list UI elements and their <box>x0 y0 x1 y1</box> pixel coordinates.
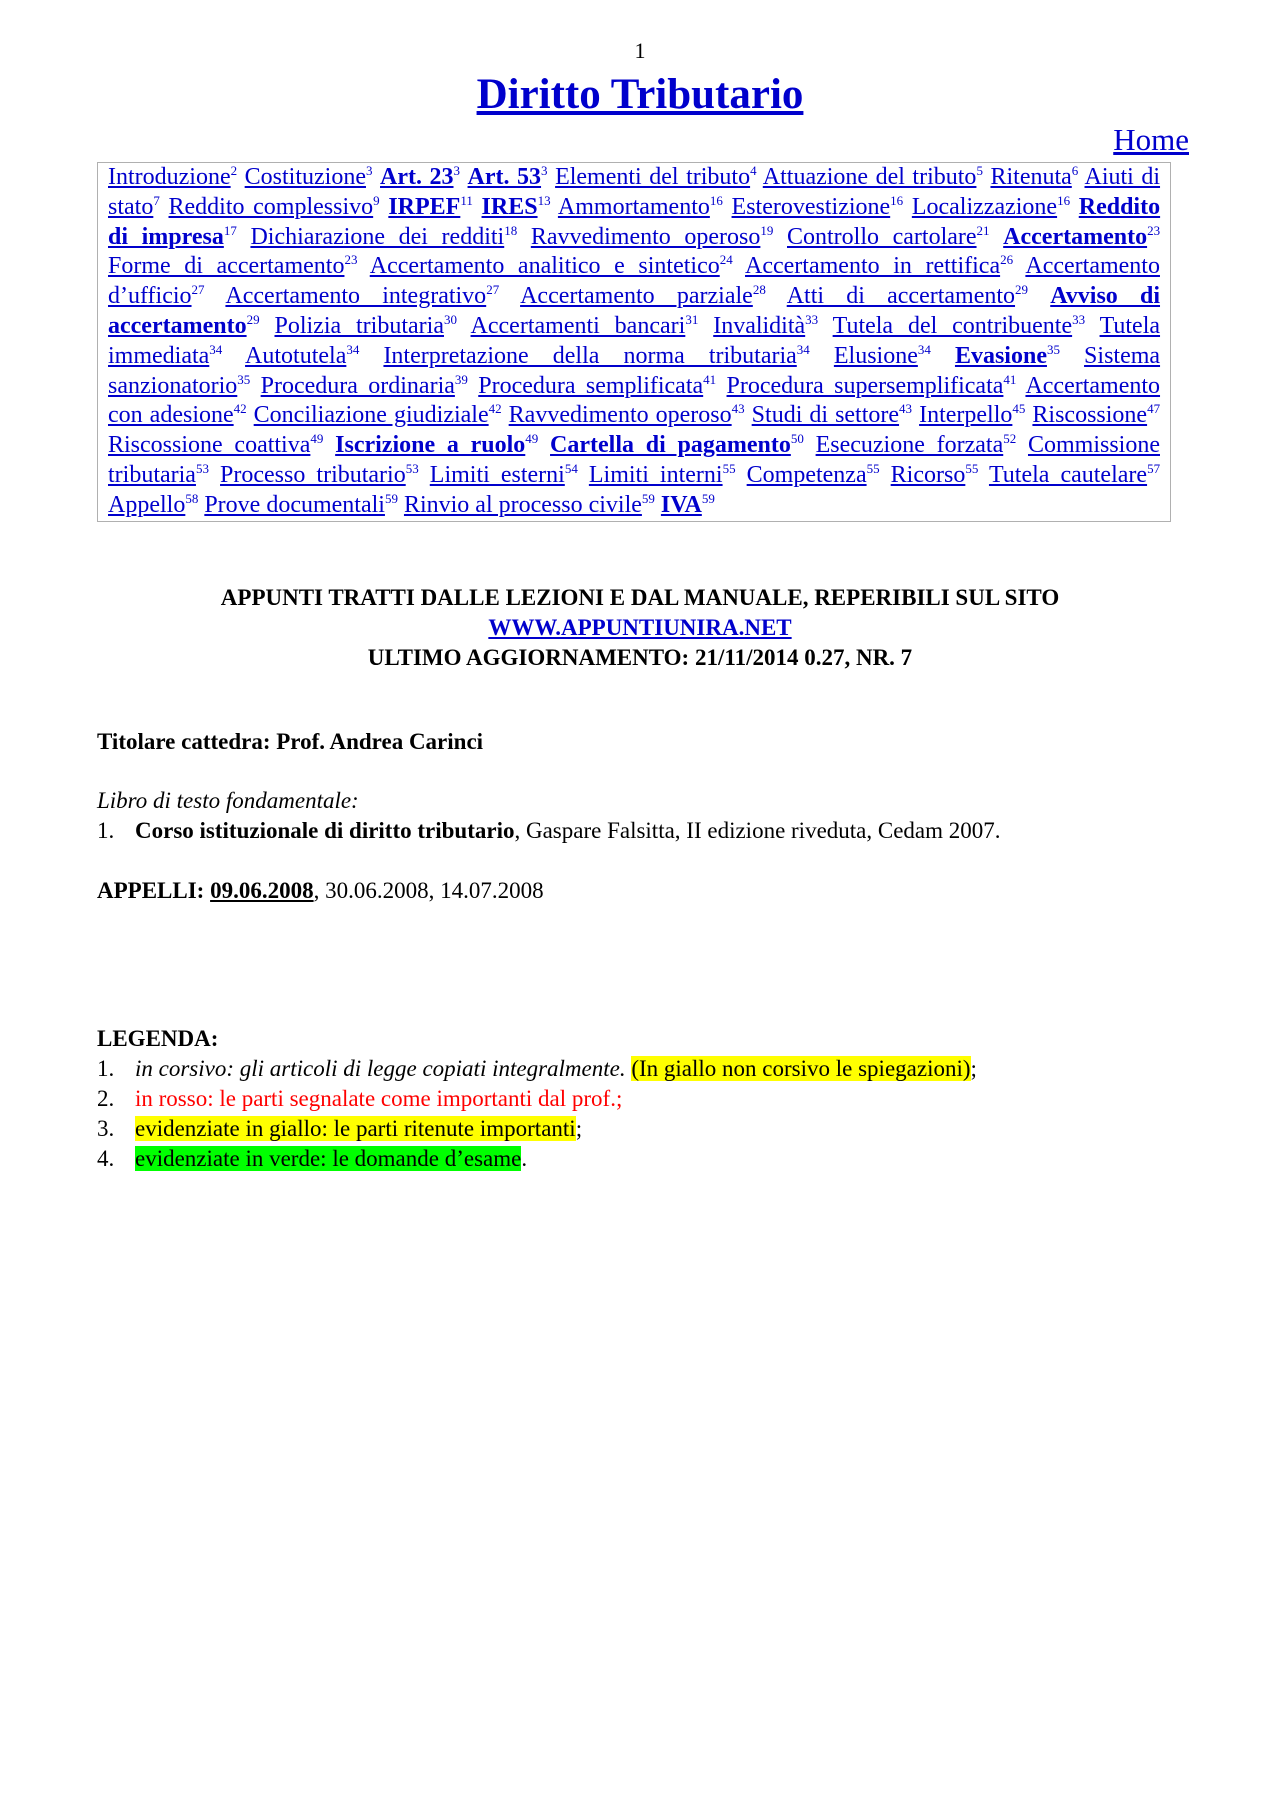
index-link[interactable]: Prove documentali <box>204 491 385 518</box>
appelli-first-date: 09.06.2008 <box>210 878 314 903</box>
index-page-ref[interactable]: 4 <box>750 163 757 178</box>
index-link[interactable]: Art. 53 <box>467 164 542 190</box>
index-entry[interactable] <box>225 283 499 309</box>
index-entry[interactable] <box>1003 224 1160 250</box>
index-entry[interactable] <box>482 194 551 220</box>
notes-header <box>0 583 1280 673</box>
index-page-ref[interactable]: 3 <box>453 163 461 178</box>
index-entry[interactable] <box>520 283 766 309</box>
last-update-line: ULTIMO AGGIORNAMENTO: 21/11/2014 0.27, NR. 7 <box>367 645 913 670</box>
index-link[interactable]: Commissione tributaria <box>108 432 1160 488</box>
index-entry[interactable] <box>245 164 373 190</box>
index-entry[interactable] <box>220 462 419 488</box>
index-entry[interactable] <box>254 402 502 428</box>
index-entry[interactable] <box>727 373 1017 399</box>
index-page-ref[interactable]: 41 <box>1003 371 1017 387</box>
index-page-ref[interactable]: 27 <box>486 282 500 298</box>
index-entry[interactable] <box>261 373 468 399</box>
textbook-number: 1. <box>97 818 115 843</box>
index-page-ref[interactable]: 39 <box>454 371 468 387</box>
index-entry[interactable] <box>787 224 990 250</box>
index-entry[interactable] <box>752 402 912 428</box>
index-page-ref[interactable]: 49 <box>310 431 324 447</box>
index-link[interactable]: Avviso di accertamento <box>108 283 1161 339</box>
index-page-ref[interactable]: 34 <box>796 341 810 357</box>
index-link[interactable]: Accertamento <box>1003 223 1148 250</box>
index-link[interactable]: Cartella di pagamento <box>550 432 791 459</box>
index-page-ref[interactable]: 3 <box>365 163 373 178</box>
index-page-ref[interactable]: 57 <box>1147 460 1161 476</box>
index-page-ref[interactable]: 17 <box>223 222 237 238</box>
index-page-ref[interactable]: 45 <box>1012 401 1026 417</box>
index-page-ref[interactable]: 24 <box>719 252 733 268</box>
index-page-ref[interactable]: 55 <box>866 460 880 476</box>
index-page-ref[interactable]: 41 <box>703 371 717 387</box>
index-link[interactable]: Appello <box>108 491 186 518</box>
index-entry[interactable] <box>468 164 548 190</box>
index-link[interactable]: Atti di accertamento <box>786 283 1016 310</box>
index-link[interactable]: Accertamento con adesione <box>108 372 1161 429</box>
index-page-ref[interactable]: 19 <box>760 222 774 238</box>
legenda-extra: (In giallo non corsivo le spiegazioni) <box>631 1056 971 1081</box>
legenda-number: 3. <box>97 1116 115 1141</box>
index-link[interactable]: Evasione <box>954 342 1047 369</box>
index-entry[interactable] <box>555 164 757 190</box>
index-link[interactable]: Accertamento integrativo <box>225 283 487 310</box>
index-entry[interactable] <box>989 462 1160 488</box>
index-link[interactable]: Procedura supersemplificata <box>726 372 1004 399</box>
legenda-tail: . <box>521 1146 528 1171</box>
appelli <box>97 878 544 904</box>
home-link[interactable]: Home <box>1113 122 1189 157</box>
legenda-tail: ; <box>575 1116 583 1141</box>
index-link[interactable]: Tutela del contribuente <box>832 312 1073 339</box>
index-page-ref[interactable]: 55 <box>722 460 736 476</box>
index-page-ref[interactable]: 35 <box>237 371 251 387</box>
index-page-ref[interactable]: 59 <box>641 490 655 506</box>
index-link[interactable]: Iscrizione a ruolo <box>335 432 526 459</box>
index-entry[interactable] <box>509 402 745 428</box>
index-entry[interactable] <box>404 492 655 518</box>
page-number: 1 <box>634 38 646 63</box>
index-link[interactable]: IRES <box>481 193 538 220</box>
index-link[interactable]: Costituzione <box>244 164 366 190</box>
index-entry[interactable] <box>589 462 736 488</box>
index-page-ref[interactable]: 59 <box>384 490 398 506</box>
index-link[interactable]: Tutela cautelare <box>988 461 1148 488</box>
index-page-ref[interactable]: 59 <box>701 490 715 506</box>
index-page-ref[interactable]: 42 <box>488 401 502 417</box>
index-entry[interactable] <box>955 343 1060 369</box>
index-entry[interactable] <box>558 194 723 220</box>
index-link[interactable]: Studi di settore <box>751 402 900 429</box>
index-page-ref[interactable]: 49 <box>525 431 539 447</box>
index-page-ref[interactable]: 31 <box>685 311 699 327</box>
site-link[interactable]: WWW.APPUNTIUNIRA.NET <box>488 615 792 640</box>
index-page-ref[interactable]: 21 <box>976 222 990 238</box>
index-link[interactable]: Reddito di impresa <box>108 193 1161 250</box>
index-link[interactable]: Elusione <box>833 342 918 369</box>
index-entry[interactable] <box>108 492 198 518</box>
index-link[interactable]: Accertamento d’ufficio <box>108 253 1160 310</box>
index-page-ref[interactable]: 16 <box>890 192 904 208</box>
index-page-ref[interactable]: 2 <box>230 163 238 178</box>
index-link[interactable]: IVA <box>660 491 702 518</box>
index-entry[interactable] <box>471 313 699 339</box>
legenda-number: 1. <box>97 1056 115 1081</box>
index-page-ref[interactable]: 28 <box>752 282 766 298</box>
index-entry[interactable] <box>274 313 457 339</box>
legenda-number: 4. <box>97 1146 115 1171</box>
index-link[interactable]: Attuazione del tributo <box>762 164 977 190</box>
index-link[interactable]: Ricorso <box>890 461 966 488</box>
appelli-other-dates: , 30.06.2008, 14.07.2008 <box>313 878 544 903</box>
index-link[interactable]: Reddito complessivo <box>168 193 374 220</box>
index-entry[interactable] <box>250 224 517 250</box>
index-link[interactable]: Forme di accertamento <box>108 253 345 280</box>
index-page-ref[interactable]: 53 <box>195 460 209 476</box>
index-entry[interactable] <box>204 492 398 518</box>
legenda-item-2 <box>97 1086 622 1112</box>
index-page-ref[interactable]: 50 <box>790 431 804 447</box>
index-link[interactable]: Autotutela <box>245 342 347 369</box>
index-link[interactable]: Rinvio al processo civile <box>403 491 642 518</box>
index-link[interactable]: Ritenuta <box>990 164 1072 190</box>
appelli-label: APPELLI: <box>97 878 205 903</box>
index-entry[interactable] <box>108 432 323 458</box>
index-link[interactable]: Procedura semplificata <box>478 372 704 399</box>
index-link[interactable]: Invalidità <box>713 312 806 339</box>
index-page-ref[interactable]: 53 <box>405 460 419 476</box>
index-entry[interactable] <box>990 164 1078 190</box>
index-page-ref[interactable]: 43 <box>899 401 913 417</box>
index-entry[interactable] <box>478 373 716 399</box>
index-link[interactable]: Introduzione <box>108 164 231 190</box>
legenda-item-1 <box>97 1056 977 1082</box>
index-page-ref[interactable]: 54 <box>564 460 578 476</box>
index-page-ref[interactable]: 43 <box>731 401 745 417</box>
index-entry[interactable] <box>732 194 904 220</box>
index-entry[interactable] <box>388 194 473 220</box>
textbook-title: Corso istituzionale di diritto tributario <box>135 818 515 843</box>
index-page-ref[interactable]: 18 <box>504 222 518 238</box>
index-page-ref[interactable]: 5 <box>976 163 983 178</box>
index-page-ref[interactable]: 3 <box>541 163 548 178</box>
legenda-heading: LEGENDA: <box>97 1026 219 1051</box>
index-page-ref[interactable]: 52 <box>1003 431 1017 447</box>
index-page-ref[interactable]: 16 <box>1057 192 1071 208</box>
index-page-ref[interactable]: 34 <box>346 341 360 357</box>
legenda-text: in corsivo: gli articoli di legge copiati integralmente. <box>135 1056 626 1081</box>
index-entry[interactable] <box>891 462 979 488</box>
index-box <box>97 162 1171 522</box>
index-page-ref[interactable]: 55 <box>965 460 979 476</box>
index-link[interactable]: Conciliazione giudiziale <box>253 402 489 429</box>
index-entry[interactable] <box>335 432 538 458</box>
legenda-text: evidenziate in verde: le domande d’esame <box>135 1146 522 1171</box>
index-entry[interactable] <box>245 343 359 369</box>
index-link[interactable]: Art. 23 <box>380 164 454 190</box>
index-page-ref[interactable]: 16 <box>709 192 723 208</box>
index-page-ref[interactable]: 27 <box>191 282 205 298</box>
index-page-ref[interactable]: 7 <box>153 192 160 208</box>
document-title[interactable]: Diritto Tributario <box>476 71 804 118</box>
index-link[interactable]: Procedura ordinaria <box>260 372 455 399</box>
index-page-ref[interactable]: 23 <box>1147 222 1161 238</box>
index-link[interactable]: Esecuzione forzata <box>815 432 1004 459</box>
index-entry[interactable] <box>370 253 733 279</box>
index-link[interactable]: Localizzazione <box>911 193 1058 220</box>
index-link[interactable]: Elementi del tributo <box>555 164 751 190</box>
index-link[interactable]: Tutela immediata <box>108 312 1161 369</box>
textbook-item <box>97 818 1001 844</box>
index-link[interactable]: Limiti esterni <box>429 461 565 488</box>
index-link[interactable]: Ravvedimento operoso <box>508 402 732 429</box>
legenda-text: evidenziate in giallo: le parti ritenute importanti <box>135 1116 576 1141</box>
index-link[interactable]: Accertamento in rettifica <box>745 253 1001 280</box>
index-page-ref[interactable]: 29 <box>1015 282 1029 298</box>
index-page-ref[interactable]: 33 <box>1072 311 1086 327</box>
index-link[interactable]: Limiti interni <box>588 461 723 488</box>
index-page-ref[interactable]: 47 <box>1147 401 1161 417</box>
index-entry[interactable] <box>919 402 1025 428</box>
index-entry[interactable] <box>787 283 1028 309</box>
index-entry[interactable] <box>763 164 983 190</box>
textbook-heading: Libro di testo fondamentale: <box>97 788 359 813</box>
index-page-ref[interactable]: 30 <box>443 311 457 327</box>
index-page-ref[interactable]: 13 <box>537 192 551 208</box>
index-entry[interactable] <box>816 432 1017 458</box>
index-page-ref[interactable]: 42 <box>233 401 247 417</box>
textbook-details: , Gaspare Falsitta, II edizione riveduta, Cedam 2007. <box>514 818 1001 843</box>
index-link[interactable]: Controllo cartolare <box>787 223 977 250</box>
index-link[interactable]: Riscossione <box>1032 402 1148 429</box>
index-page-ref[interactable]: 35 <box>1046 341 1060 357</box>
index-link[interactable]: Accertamento parziale <box>520 283 753 310</box>
index-link[interactable]: Aiuti di stato <box>108 164 1161 220</box>
legenda-tail: ; <box>970 1056 977 1081</box>
index-page-ref[interactable]: 34 <box>917 341 931 357</box>
index-link[interactable]: Interpello <box>919 402 1013 429</box>
index-page-ref[interactable]: 33 <box>805 311 819 327</box>
index-entry[interactable] <box>912 194 1070 220</box>
index-link[interactable]: IRPEF <box>388 193 461 220</box>
index-entry[interactable] <box>108 164 237 190</box>
index-link[interactable]: Ravvedimento operoso <box>530 223 761 250</box>
index-entry[interactable] <box>833 313 1085 339</box>
index-link[interactable]: Ammortamento <box>557 193 710 220</box>
index-page-ref[interactable]: 11 <box>460 192 473 208</box>
index-entry[interactable] <box>550 432 804 458</box>
index-link[interactable]: Polizia tributaria <box>274 312 444 339</box>
index-entry[interactable] <box>713 313 818 339</box>
index-link[interactable]: Competenza <box>746 461 867 488</box>
titolare-cattedra: Titolare cattedra: Prof. Andrea Carinci <box>97 729 484 754</box>
index-entry[interactable] <box>380 164 460 190</box>
index-entry[interactable] <box>430 462 578 488</box>
index-entry[interactable] <box>169 194 380 220</box>
index-page-ref[interactable]: 26 <box>1000 252 1014 268</box>
index-entry[interactable] <box>661 492 715 518</box>
notes-source-line: APPUNTI TRATTI DALLE LEZIONI E DAL MANUALE, REPERIBILI SUL SITO <box>220 585 1060 610</box>
index-page-ref[interactable]: 34 <box>209 341 223 357</box>
index-entry[interactable] <box>531 224 774 250</box>
index-link[interactable]: Sistema sanzionatorio <box>108 342 1161 399</box>
legenda-number: 2. <box>97 1086 115 1111</box>
index-page-ref[interactable]: 23 <box>344 252 358 268</box>
index-link[interactable]: Dichiarazione dei redditi <box>250 223 505 250</box>
index-link[interactable]: Interpretazione della norma tributaria <box>383 342 797 369</box>
index-link[interactable]: Processo tributario <box>220 461 406 488</box>
legenda-item-4 <box>97 1146 527 1172</box>
index-link[interactable]: Esterovestizione <box>731 193 891 220</box>
legenda-text: in rosso: le parti segnalate come importanti dal prof.; <box>135 1086 623 1111</box>
index-page-ref[interactable]: 6 <box>1071 163 1079 178</box>
index-entry[interactable] <box>108 253 357 279</box>
index-link[interactable]: Accertamenti bancari <box>470 312 686 339</box>
index-page-ref[interactable]: 9 <box>373 192 380 208</box>
index-entry[interactable] <box>383 343 809 369</box>
index-page-ref[interactable]: 58 <box>185 490 199 506</box>
index-link[interactable]: Riscossione coattiva <box>108 432 311 459</box>
legenda-item-3 <box>97 1116 582 1142</box>
index-page-ref[interactable]: 29 <box>246 311 260 327</box>
index-entry[interactable] <box>834 343 931 369</box>
index-entry[interactable] <box>1032 402 1160 428</box>
index-entry[interactable] <box>745 253 1013 279</box>
index-link[interactable]: Accertamento analitico e sintetico <box>369 253 720 280</box>
index-entry[interactable] <box>747 462 880 488</box>
